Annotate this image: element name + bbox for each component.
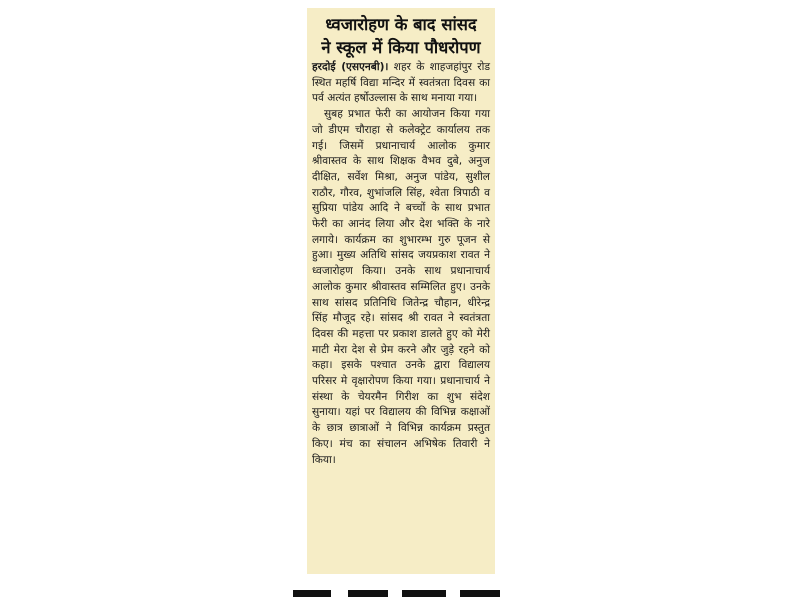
dateline: हरदोई (एसएनबी)। bbox=[312, 61, 389, 73]
fragment-mark bbox=[402, 590, 446, 597]
fragment-mark bbox=[348, 590, 388, 597]
headline-line-2: ने स्कूल में किया पौधरोपण bbox=[321, 38, 481, 57]
headline-line-1: ध्वजारोहण के बाद सांसद bbox=[325, 15, 477, 34]
headline bbox=[312, 13, 490, 59]
fragment-mark bbox=[460, 590, 500, 597]
adjacent-article-fragment bbox=[290, 585, 505, 597]
paragraph-1 bbox=[312, 60, 490, 107]
paragraph-1-text: शहर के शाहजहांपुर रोड स्थित महर्षि विद्या मन्दिर में स्वतंत्रता दिवस का पर्व अत्यंत हर्षोउल्लास के साथ मनाया गया। bbox=[312, 61, 490, 105]
fragment-mark bbox=[293, 590, 331, 597]
paragraph-2: सुबह प्रभात फेरी का आयोजन किया गया जो डीएम चौराहा से कलेक्ट्रेट कार्यालय तक गई। जिसमें प्रधानाचार्य आलोक कुमार श्रीवास्तव के साथ शिक्षक वैभव दुबे, अनुज दीक्षित, सर्वेश मिश्रा, अनुज पांडेय, सुशील राठौर, गौरव, शुभांजलि सिंह, श्वेता त्रिपाठी व सुप्रिया पांडेय आदि ने बच्चों के साथ प्रभात फेरी का आनंद लिया और देश भक्ति के नारे लगाये। कार्यक्रम का शुभारम्भ गुरु पूजन से हुआ। मुख्य अतिथि सांसद जयप्रकाश रावत ने ध्वजारोहण किया। उनके साथ प्रधानाचार्य आलोक कुमार श्रीवास्तव सम्मिलित हुए। उनके साथ सांसद प्रतिनिधि जितेन्द्र चौहान, धीरेन्द्र सिंह मौजूद रहे। सांसद श्री रावत ने स्वतंत्रता दिवस की महत्ता पर प्रकाश डालते हुए को मेरी माटी मेरा देश से प्रेम करने और जुड़े रहने को कहा। इसके पश्चात उनके द्वारा विद्यालय परिसर मे वृक्षारोपण किया गया। प्रधानाचार्य ने संस्था के चेयरमैन गिरीश का शुभ संदेश सुनाया। यहां पर विद्यालय की विभिन्न कक्षाओं के छात्र छात्राओं ने विभिन्न कार्यक्रम प्रस्तुत किए। मंच का संचालन अभिषेक तिवारी ने किया। bbox=[312, 108, 490, 466]
article-body bbox=[312, 60, 490, 468]
news-clipping bbox=[307, 8, 495, 574]
